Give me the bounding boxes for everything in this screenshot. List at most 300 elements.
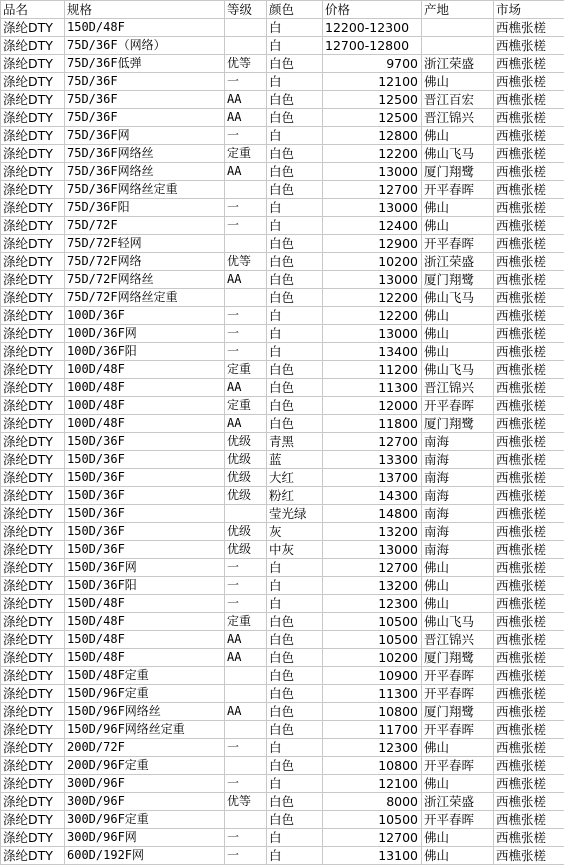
cell-product[interactable]: 涤纶DTY [1, 289, 65, 307]
cell-spec[interactable]: 150D/36F [65, 541, 225, 559]
cell-color[interactable]: 蓝 [267, 451, 323, 469]
cell-product[interactable]: 涤纶DTY [1, 343, 65, 361]
cell-spec[interactable]: 150D/48F [65, 631, 225, 649]
cell-spec[interactable]: 75D/36F网 [65, 127, 225, 145]
cell-origin[interactable]: 南海 [422, 541, 494, 559]
cell-color[interactable]: 白 [267, 847, 323, 865]
cell-product[interactable]: 涤纶DTY [1, 721, 65, 739]
cell-spec[interactable]: 150D/48F定重 [65, 667, 225, 685]
cell-color[interactable]: 白 [267, 829, 323, 847]
cell-market[interactable]: 西樵张槎 [494, 91, 564, 109]
cell-price[interactable]: 10200 [323, 649, 422, 667]
cell-origin[interactable]: 厦门翔鹭 [422, 271, 494, 289]
cell-spec[interactable]: 150D/36F [65, 451, 225, 469]
cell-spec[interactable]: 100D/36F [65, 307, 225, 325]
cell-market[interactable]: 西樵张槎 [494, 19, 564, 37]
cell-market[interactable]: 西樵张槎 [494, 595, 564, 613]
cell-grade[interactable]: 优级 [225, 433, 267, 451]
cell-origin[interactable]: 厦门翔鹭 [422, 415, 494, 433]
cell-spec[interactable]: 75D/36F（网络） [65, 37, 225, 55]
cell-grade[interactable] [225, 685, 267, 703]
cell-market[interactable]: 西樵张槎 [494, 109, 564, 127]
cell-product[interactable]: 涤纶DTY [1, 667, 65, 685]
cell-product[interactable]: 涤纶DTY [1, 757, 65, 775]
cell-origin[interactable]: 晋江锦兴 [422, 109, 494, 127]
cell-market[interactable]: 西樵张槎 [494, 307, 564, 325]
cell-origin[interactable]: 晋江锦兴 [422, 379, 494, 397]
cell-origin[interactable]: 浙江荣盛 [422, 55, 494, 73]
cell-price[interactable]: 11300 [323, 685, 422, 703]
cell-market[interactable]: 西樵张槎 [494, 559, 564, 577]
cell-product[interactable]: 涤纶DTY [1, 505, 65, 523]
cell-product[interactable]: 涤纶DTY [1, 469, 65, 487]
cell-price[interactable]: 12700 [323, 181, 422, 199]
cell-price[interactable]: 12700 [323, 433, 422, 451]
cell-product[interactable]: 涤纶DTY [1, 109, 65, 127]
cell-color[interactable]: 白色 [267, 721, 323, 739]
cell-grade[interactable]: 一 [225, 73, 267, 91]
cell-product[interactable]: 涤纶DTY [1, 235, 65, 253]
cell-spec[interactable]: 100D/36F网 [65, 325, 225, 343]
cell-spec[interactable]: 150D/48F [65, 595, 225, 613]
cell-market[interactable]: 西樵张槎 [494, 217, 564, 235]
cell-origin[interactable]: 浙江荣盛 [422, 793, 494, 811]
cell-market[interactable]: 西樵张槎 [494, 613, 564, 631]
cell-product[interactable]: 涤纶DTY [1, 703, 65, 721]
cell-grade[interactable]: 优级 [225, 523, 267, 541]
cell-price[interactable]: 13000 [323, 199, 422, 217]
cell-product[interactable]: 涤纶DTY [1, 685, 65, 703]
cell-market[interactable]: 西樵张槎 [494, 775, 564, 793]
cell-color[interactable]: 白 [267, 37, 323, 55]
cell-market[interactable]: 西樵张槎 [494, 811, 564, 829]
cell-market[interactable]: 西樵张槎 [494, 649, 564, 667]
cell-price[interactable]: 12200 [323, 289, 422, 307]
cell-market[interactable]: 西樵张槎 [494, 847, 564, 865]
cell-spec[interactable]: 100D/48F [65, 379, 225, 397]
cell-color[interactable]: 白 [267, 595, 323, 613]
cell-market[interactable]: 西樵张槎 [494, 541, 564, 559]
cell-product[interactable]: 涤纶DTY [1, 199, 65, 217]
cell-product[interactable]: 涤纶DTY [1, 487, 65, 505]
cell-color[interactable]: 白 [267, 559, 323, 577]
cell-origin[interactable] [422, 19, 494, 37]
cell-origin[interactable]: 佛山 [422, 217, 494, 235]
cell-grade[interactable]: 定重 [225, 397, 267, 415]
cell-product[interactable]: 涤纶DTY [1, 451, 65, 469]
cell-color[interactable]: 白色 [267, 163, 323, 181]
cell-origin[interactable]: 佛山飞马 [422, 613, 494, 631]
cell-color[interactable]: 莹光绿 [267, 505, 323, 523]
cell-price[interactable]: 10900 [323, 667, 422, 685]
cell-product[interactable]: 涤纶DTY [1, 91, 65, 109]
cell-spec[interactable]: 75D/72F轻网 [65, 235, 225, 253]
cell-spec[interactable]: 75D/72F网络丝 [65, 271, 225, 289]
cell-product[interactable]: 涤纶DTY [1, 361, 65, 379]
cell-product[interactable]: 涤纶DTY [1, 379, 65, 397]
cell-color[interactable]: 白色 [267, 793, 323, 811]
cell-spec[interactable]: 75D/36F阳 [65, 199, 225, 217]
cell-color[interactable]: 青黑 [267, 433, 323, 451]
cell-product[interactable]: 涤纶DTY [1, 433, 65, 451]
cell-origin[interactable]: 南海 [422, 451, 494, 469]
cell-origin[interactable]: 佛山 [422, 199, 494, 217]
cell-price[interactable]: 12700 [323, 559, 422, 577]
cell-spec[interactable]: 300D/96F [65, 775, 225, 793]
cell-product[interactable]: 涤纶DTY [1, 217, 65, 235]
cell-grade[interactable] [225, 37, 267, 55]
cell-product[interactable]: 涤纶DTY [1, 145, 65, 163]
cell-product[interactable]: 涤纶DTY [1, 271, 65, 289]
cell-grade[interactable]: 一 [225, 325, 267, 343]
cell-origin[interactable]: 晋江百宏 [422, 91, 494, 109]
cell-spec[interactable]: 150D/48F [65, 649, 225, 667]
cell-product[interactable]: 涤纶DTY [1, 631, 65, 649]
cell-price[interactable]: 14300 [323, 487, 422, 505]
header-grade[interactable]: 等级 [225, 1, 267, 19]
cell-color[interactable]: 白 [267, 343, 323, 361]
cell-origin[interactable]: 开平春晖 [422, 397, 494, 415]
cell-color[interactable]: 白色 [267, 631, 323, 649]
cell-price[interactable]: 11200 [323, 361, 422, 379]
cell-market[interactable]: 西樵张槎 [494, 271, 564, 289]
cell-product[interactable]: 涤纶DTY [1, 181, 65, 199]
cell-price[interactable]: 10800 [323, 757, 422, 775]
cell-product[interactable]: 涤纶DTY [1, 55, 65, 73]
cell-spec[interactable]: 150D/36F [65, 505, 225, 523]
cell-price[interactable]: 13200 [323, 523, 422, 541]
cell-color[interactable]: 白色 [267, 289, 323, 307]
cell-spec[interactable]: 150D/96F网络丝定重 [65, 721, 225, 739]
cell-color[interactable]: 白 [267, 325, 323, 343]
cell-grade[interactable]: AA [225, 271, 267, 289]
cell-origin[interactable]: 厦门翔鹭 [422, 163, 494, 181]
cell-market[interactable]: 西樵张槎 [494, 415, 564, 433]
cell-origin[interactable]: 晋江锦兴 [422, 631, 494, 649]
cell-origin[interactable]: 佛山 [422, 829, 494, 847]
cell-product[interactable]: 涤纶DTY [1, 829, 65, 847]
header-product[interactable]: 品名 [1, 1, 65, 19]
cell-market[interactable]: 西樵张槎 [494, 127, 564, 145]
cell-market[interactable]: 西樵张槎 [494, 721, 564, 739]
cell-origin[interactable]: 厦门翔鹭 [422, 703, 494, 721]
header-color[interactable]: 颜色 [267, 1, 323, 19]
cell-spec[interactable]: 200D/96F定重 [65, 757, 225, 775]
cell-color[interactable]: 白 [267, 199, 323, 217]
cell-spec[interactable]: 75D/36F [65, 109, 225, 127]
cell-price[interactable]: 10200 [323, 253, 422, 271]
cell-price[interactable]: 10500 [323, 631, 422, 649]
cell-price[interactable]: 10500 [323, 613, 422, 631]
cell-market[interactable]: 西樵张槎 [494, 325, 564, 343]
cell-price[interactable]: 12000 [323, 397, 422, 415]
cell-grade[interactable] [225, 19, 267, 37]
cell-price[interactable]: 12500 [323, 91, 422, 109]
cell-origin[interactable]: 开平春晖 [422, 235, 494, 253]
cell-origin[interactable] [422, 37, 494, 55]
cell-grade[interactable]: 一 [225, 307, 267, 325]
cell-origin[interactable]: 开平春晖 [422, 811, 494, 829]
cell-product[interactable]: 涤纶DTY [1, 397, 65, 415]
cell-market[interactable]: 西樵张槎 [494, 631, 564, 649]
cell-product[interactable]: 涤纶DTY [1, 415, 65, 433]
header-origin[interactable]: 产地 [422, 1, 494, 19]
cell-spec[interactable]: 100D/48F [65, 415, 225, 433]
cell-price[interactable]: 12100 [323, 775, 422, 793]
cell-color[interactable]: 白 [267, 217, 323, 235]
cell-spec[interactable]: 150D/36F [65, 433, 225, 451]
cell-market[interactable]: 西樵张槎 [494, 289, 564, 307]
cell-price[interactable]: 12500 [323, 109, 422, 127]
cell-color[interactable]: 白 [267, 577, 323, 595]
cell-product[interactable]: 涤纶DTY [1, 811, 65, 829]
cell-product[interactable]: 涤纶DTY [1, 595, 65, 613]
cell-product[interactable]: 涤纶DTY [1, 739, 65, 757]
cell-spec[interactable]: 150D/48F [65, 613, 225, 631]
cell-color[interactable]: 白色 [267, 181, 323, 199]
cell-market[interactable]: 西樵张槎 [494, 829, 564, 847]
cell-spec[interactable]: 75D/72F网络 [65, 253, 225, 271]
cell-grade[interactable]: AA [225, 379, 267, 397]
cell-grade[interactable] [225, 721, 267, 739]
cell-market[interactable]: 西樵张槎 [494, 145, 564, 163]
cell-color[interactable]: 白 [267, 127, 323, 145]
cell-price[interactable]: 11700 [323, 721, 422, 739]
cell-grade[interactable]: 一 [225, 847, 267, 865]
cell-grade[interactable]: AA [225, 415, 267, 433]
header-spec[interactable]: 规格 [65, 1, 225, 19]
cell-color[interactable]: 白色 [267, 271, 323, 289]
cell-color[interactable]: 白色 [267, 91, 323, 109]
cell-color[interactable]: 中灰 [267, 541, 323, 559]
cell-color[interactable]: 白色 [267, 415, 323, 433]
cell-origin[interactable]: 佛山 [422, 127, 494, 145]
cell-price[interactable]: 13100 [323, 847, 422, 865]
cell-origin[interactable]: 佛山 [422, 577, 494, 595]
cell-price[interactable]: 11300 [323, 379, 422, 397]
cell-spec[interactable]: 600D/192F网 [65, 847, 225, 865]
cell-color[interactable]: 白 [267, 19, 323, 37]
cell-price[interactable]: 12900 [323, 235, 422, 253]
cell-grade[interactable] [225, 289, 267, 307]
cell-color[interactable]: 白色 [267, 253, 323, 271]
cell-product[interactable]: 涤纶DTY [1, 163, 65, 181]
cell-spec[interactable]: 75D/36F [65, 91, 225, 109]
cell-market[interactable]: 西樵张槎 [494, 235, 564, 253]
cell-market[interactable]: 西樵张槎 [494, 433, 564, 451]
cell-price[interactable]: 9700 [323, 55, 422, 73]
cell-origin[interactable]: 佛山 [422, 73, 494, 91]
cell-product[interactable]: 涤纶DTY [1, 523, 65, 541]
header-price[interactable]: 价格 [323, 1, 422, 19]
cell-market[interactable]: 西樵张槎 [494, 469, 564, 487]
cell-spec[interactable]: 150D/36F阳 [65, 577, 225, 595]
cell-color[interactable]: 白色 [267, 55, 323, 73]
cell-price[interactable]: 13000 [323, 541, 422, 559]
cell-origin[interactable]: 开平春晖 [422, 667, 494, 685]
cell-grade[interactable]: 优级 [225, 451, 267, 469]
cell-product[interactable]: 涤纶DTY [1, 307, 65, 325]
cell-spec[interactable]: 75D/36F网络丝 [65, 163, 225, 181]
cell-grade[interactable] [225, 757, 267, 775]
cell-color[interactable]: 白色 [267, 145, 323, 163]
cell-color[interactable]: 白色 [267, 397, 323, 415]
cell-grade[interactable]: AA [225, 91, 267, 109]
cell-grade[interactable]: AA [225, 109, 267, 127]
cell-price[interactable]: 13200 [323, 577, 422, 595]
cell-market[interactable]: 西樵张槎 [494, 37, 564, 55]
cell-spec[interactable]: 150D/96F网络丝 [65, 703, 225, 721]
cell-origin[interactable]: 佛山 [422, 595, 494, 613]
cell-grade[interactable]: 一 [225, 595, 267, 613]
cell-spec[interactable]: 150D/36F [65, 469, 225, 487]
cell-market[interactable]: 西樵张槎 [494, 253, 564, 271]
cell-origin[interactable]: 开平春晖 [422, 181, 494, 199]
cell-grade[interactable] [225, 181, 267, 199]
cell-market[interactable]: 西樵张槎 [494, 379, 564, 397]
cell-spec[interactable]: 75D/72F [65, 217, 225, 235]
cell-market[interactable]: 西樵张槎 [494, 793, 564, 811]
cell-market[interactable]: 西樵张槎 [494, 667, 564, 685]
cell-grade[interactable]: 一 [225, 829, 267, 847]
cell-spec[interactable]: 150D/36F [65, 523, 225, 541]
cell-spec[interactable]: 150D/48F [65, 19, 225, 37]
cell-spec[interactable]: 75D/72F网络丝定重 [65, 289, 225, 307]
cell-price[interactable]: 13000 [323, 163, 422, 181]
cell-grade[interactable]: AA [225, 631, 267, 649]
cell-origin[interactable]: 南海 [422, 505, 494, 523]
cell-origin[interactable]: 南海 [422, 487, 494, 505]
cell-origin[interactable]: 佛山 [422, 307, 494, 325]
cell-color[interactable]: 白 [267, 739, 323, 757]
cell-price[interactable]: 13700 [323, 469, 422, 487]
cell-grade[interactable] [225, 505, 267, 523]
cell-grade[interactable]: AA [225, 649, 267, 667]
cell-price[interactable]: 11800 [323, 415, 422, 433]
cell-color[interactable]: 白色 [267, 235, 323, 253]
cell-price[interactable]: 13400 [323, 343, 422, 361]
cell-product[interactable]: 涤纶DTY [1, 73, 65, 91]
cell-grade[interactable]: 一 [225, 577, 267, 595]
cell-product[interactable]: 涤纶DTY [1, 325, 65, 343]
cell-product[interactable]: 涤纶DTY [1, 613, 65, 631]
cell-color[interactable]: 白色 [267, 379, 323, 397]
cell-grade[interactable] [225, 667, 267, 685]
cell-price[interactable]: 13000 [323, 271, 422, 289]
cell-color[interactable]: 白色 [267, 703, 323, 721]
cell-price[interactable]: 13000 [323, 325, 422, 343]
cell-product[interactable]: 涤纶DTY [1, 577, 65, 595]
cell-spec[interactable]: 300D/96F网 [65, 829, 225, 847]
cell-spec[interactable]: 75D/36F网络丝定重 [65, 181, 225, 199]
cell-grade[interactable]: 优级 [225, 541, 267, 559]
cell-market[interactable]: 西樵张槎 [494, 181, 564, 199]
cell-grade[interactable]: 一 [225, 559, 267, 577]
cell-market[interactable]: 西樵张槎 [494, 55, 564, 73]
cell-price[interactable]: 14800 [323, 505, 422, 523]
cell-spec[interactable]: 100D/36F阳 [65, 343, 225, 361]
cell-product[interactable]: 涤纶DTY [1, 559, 65, 577]
cell-color[interactable]: 白色 [267, 649, 323, 667]
cell-origin[interactable]: 佛山飞马 [422, 145, 494, 163]
cell-product[interactable]: 涤纶DTY [1, 37, 65, 55]
cell-market[interactable]: 西樵张槎 [494, 451, 564, 469]
cell-grade[interactable]: 优级 [225, 487, 267, 505]
cell-origin[interactable]: 开平春晖 [422, 685, 494, 703]
cell-spec[interactable]: 75D/36F [65, 73, 225, 91]
cell-spec[interactable]: 150D/36F网 [65, 559, 225, 577]
cell-product[interactable]: 涤纶DTY [1, 775, 65, 793]
cell-grade[interactable]: 一 [225, 775, 267, 793]
cell-grade[interactable]: 一 [225, 127, 267, 145]
cell-origin[interactable]: 南海 [422, 469, 494, 487]
cell-color[interactable]: 白色 [267, 613, 323, 631]
cell-market[interactable]: 西樵张槎 [494, 739, 564, 757]
cell-price[interactable]: 10500 [323, 811, 422, 829]
cell-origin[interactable]: 开平春晖 [422, 757, 494, 775]
cell-grade[interactable]: 定重 [225, 361, 267, 379]
cell-market[interactable]: 西樵张槎 [494, 685, 564, 703]
cell-origin[interactable]: 佛山 [422, 775, 494, 793]
cell-grade[interactable]: 优级 [225, 469, 267, 487]
cell-color[interactable]: 粉红 [267, 487, 323, 505]
cell-spec[interactable]: 150D/36F [65, 487, 225, 505]
cell-price[interactable]: 12100 [323, 73, 422, 91]
cell-grade[interactable]: 优等 [225, 253, 267, 271]
cell-color[interactable]: 白 [267, 73, 323, 91]
cell-price[interactable]: 12300 [323, 595, 422, 613]
cell-market[interactable]: 西樵张槎 [494, 703, 564, 721]
cell-price[interactable]: 12700 [323, 829, 422, 847]
cell-market[interactable]: 西樵张槎 [494, 505, 564, 523]
cell-spec[interactable]: 75D/36F低弹 [65, 55, 225, 73]
cell-product[interactable]: 涤纶DTY [1, 847, 65, 865]
header-market[interactable]: 市场 [494, 1, 564, 19]
cell-color[interactable]: 白色 [267, 109, 323, 127]
cell-price[interactable]: 8000 [323, 793, 422, 811]
cell-price[interactable]: 10800 [323, 703, 422, 721]
cell-product[interactable]: 涤纶DTY [1, 127, 65, 145]
cell-color[interactable]: 白色 [267, 757, 323, 775]
cell-grade[interactable]: 定重 [225, 613, 267, 631]
cell-color[interactable]: 白色 [267, 667, 323, 685]
cell-grade[interactable] [225, 235, 267, 253]
cell-spec[interactable]: 200D/72F [65, 739, 225, 757]
cell-price[interactable]: 12300 [323, 739, 422, 757]
cell-origin[interactable]: 佛山飞马 [422, 361, 494, 379]
cell-origin[interactable]: 厦门翔鹭 [422, 649, 494, 667]
cell-spec[interactable]: 75D/36F网络丝 [65, 145, 225, 163]
cell-color[interactable]: 白色 [267, 685, 323, 703]
cell-origin[interactable]: 南海 [422, 523, 494, 541]
cell-origin[interactable]: 佛山 [422, 559, 494, 577]
cell-market[interactable]: 西樵张槎 [494, 199, 564, 217]
cell-market[interactable]: 西樵张槎 [494, 397, 564, 415]
cell-origin[interactable]: 佛山 [422, 343, 494, 361]
cell-origin[interactable]: 南海 [422, 433, 494, 451]
cell-spec[interactable]: 150D/96F定重 [65, 685, 225, 703]
cell-market[interactable]: 西樵张槎 [494, 757, 564, 775]
cell-market[interactable]: 西樵张槎 [494, 523, 564, 541]
cell-color[interactable]: 白 [267, 307, 323, 325]
cell-price[interactable]: 12200-12300 [323, 19, 422, 37]
cell-market[interactable]: 西樵张槎 [494, 163, 564, 181]
cell-grade[interactable]: 优等 [225, 793, 267, 811]
cell-price[interactable]: 12700-12800 [323, 37, 422, 55]
cell-color[interactable]: 白 [267, 775, 323, 793]
cell-grade[interactable]: AA [225, 703, 267, 721]
cell-price[interactable]: 12400 [323, 217, 422, 235]
